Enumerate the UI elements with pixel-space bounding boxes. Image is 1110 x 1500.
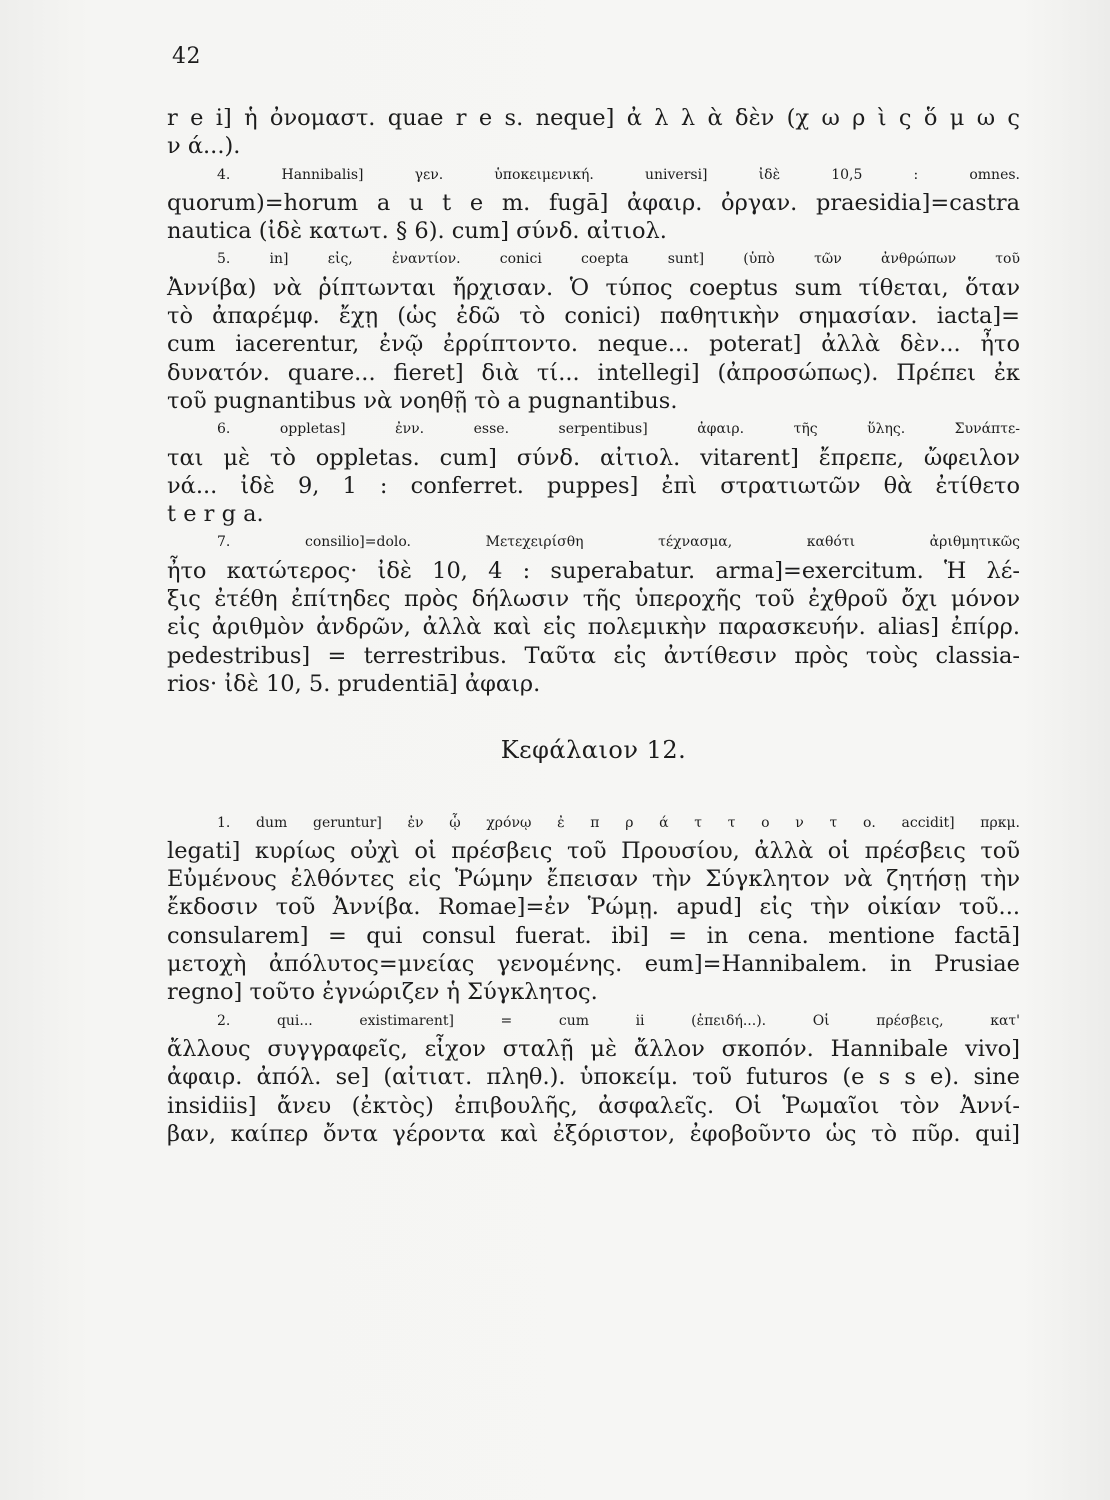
text-line: nautica (ἰδὲ κατωτ. § 6). cum] σύνδ. αἰτιολ. [167, 218, 667, 245]
text-line: ται μὲ τὸ oppletas. cum] σύνδ. αἰτιολ. vitarent] ἔπρεπε, ὤφειλον [167, 444, 1020, 471]
chapter-11-notes [167, 104, 1020, 698]
text-line: νά... ἰδὲ 9, 1 : conferret. puppes] ἐπὶ στρατιωτῶν θὰ ἐτίθετο [167, 472, 1020, 499]
note-5-line: 5. in] εἰς, ἐναντίον. conici coepta sunt] (ὑπὸ τῶν ἀνθρώπων τοῦ [217, 251, 1020, 268]
text-line: εἰς ἀριθμὸν ἀνδρῶν, ἀλλὰ καὶ εἰς πολεμικὴν παρασκευήν. alias] ἐπίρρ. [167, 614, 1020, 641]
commentary-text [167, 104, 1020, 1148]
text-line: pedestribus] = terrestribus. Ταῦτα εἰς ἀντίθεσιν πρὸς τοὺς classia- [167, 642, 1020, 669]
text-line: ἀφαιρ. ἀπόλ. se] (αἰτιατ. πληθ.). ὑποκείμ. τοῦ futuros (e s s e). sine [167, 1064, 1020, 1091]
text-line: ἄλλους συγγραφεῖς, εἶχον σταλῇ μὲ ἄλλον σκοπόν. Hannibale vivo] [167, 1035, 1020, 1062]
page-number: 42 [172, 44, 201, 69]
note-7-line: 7. consilio]=dolo. Μετεχειρίσθη τέχνασμα, καθότι ἀριθμητικῶς [217, 534, 1020, 551]
text-line: μετοχὴ ἀπόλυτος=μνείας γενομένης. eum]=Hannibalem. in Prusiae [167, 951, 1020, 978]
chapter-12-notes [167, 809, 1020, 1149]
text-line: rios· ἰδὲ 10, 5. prudentiā] ἀφαιρ. [167, 670, 541, 697]
text-line: Εὐμένους ἐλθόντες εἰς Ῥώμην ἔπεισαν τὴν Σύγκλητον νὰ ζητήσῃ τὴν [167, 866, 1020, 893]
text-line: cum iacerentur, ἐνῷ ἐρρίπτοντο. neque... poterat] ἀλλὰ δὲν... ἦτο [167, 331, 1020, 358]
text-line: βαν, καίπερ ὄντα γέροντα καὶ ἐξόριστον, ἐφοβοῦντο ὡς τὸ πῦρ. qui] [167, 1120, 1020, 1147]
text-line: ν ά...). [167, 133, 241, 160]
note-2-line: 2. qui... existimarent] = cum ii (ἐπειδή...). Οἱ πρέσβεις, κατ' [217, 1012, 1020, 1029]
text-line: regno] τοῦτο ἐγνώριζεν ἡ Σύγκλητος. [167, 979, 598, 1006]
text-line: legati] κυρίως οὐχὶ οἱ πρέσβεις τοῦ Προυσίου, ἀλλὰ οἱ πρέσβεις τοῦ [167, 837, 1020, 864]
chapter-heading: Κεφάλαιον 12. [500, 736, 687, 765]
text-line: Ἀννίβα) νὰ ῥίπτωνται ἤρχισαν. Ὁ τύπος coeptus sum τίθεται, ὅταν [167, 274, 1020, 301]
text-line: ξις ἐτέθη ἐπίτηδες πρὸς δήλωσιν τῆς ὑπεροχῆς τοῦ ἐχθροῦ ὄχι μόνον [167, 586, 1020, 613]
text-line: δυνατόν. quare... fieret] διὰ τί... intellegi] (ἀπροσώπως). Πρέπει ἐκ [167, 359, 1020, 386]
note-6-line: 6. oppletas] ἐνν. esse. serpentibus] ἀφαιρ. τῆς ὕλης. Συνάπτε- [217, 421, 1020, 438]
text-line: quorum)=horum a u t e m. fugā] ἀφαιρ. ὀργαν. praesidia]=castra [167, 189, 1020, 216]
note-1-line: 1. dum geruntur] ἐν ᾧ χρόνῳ ἐ π ρ ά τ τ ο ν τ ο. accidit] πρκμ. [217, 814, 1020, 831]
text-line: consularem] = qui consul fuerat. ibi] = in cena. mentione factā] [167, 922, 1020, 949]
text-line: ἔκδοσιν τοῦ Ἀννίβα. Romae]=ἐν Ῥώμῃ. apud] εἰς τὴν οἰκίαν τοῦ... [167, 894, 1020, 921]
note-4-line: 4. Hannibalis] γεν. ὑποκειμενική. universi] ἰδὲ 10,5 : omnes. [217, 166, 1020, 183]
text-line: τοῦ pugnantibus νὰ νοηθῇ τὸ a pugnantibus. [167, 387, 678, 414]
text-line: t e r g a. [167, 501, 264, 528]
text-line: ἦτο κατώτερος· ἰδὲ 10, 4 : superabatur. arma]=exercitum. Ἡ λέ- [167, 557, 1020, 584]
text-line: insidiis] ἄνευ (ἐκτὸς) ἐπιβουλῆς, ἀσφαλεῖς. Οἱ Ῥωμαῖοι τὸν Ἀννί- [167, 1092, 1020, 1119]
text-line: r e i] ἡ ὀνομαστ. quae r e s. neque] ἀ λ λ ὰ δὲν (χ ω ρ ὶ ς ὅ μ ω ς [167, 105, 1020, 131]
text-line: τὸ ἀπαρέμφ. ἔχῃ (ὡς ἐδῶ τὸ conici) παθητικὴν σημασίαν. iacta]= [167, 303, 1020, 330]
